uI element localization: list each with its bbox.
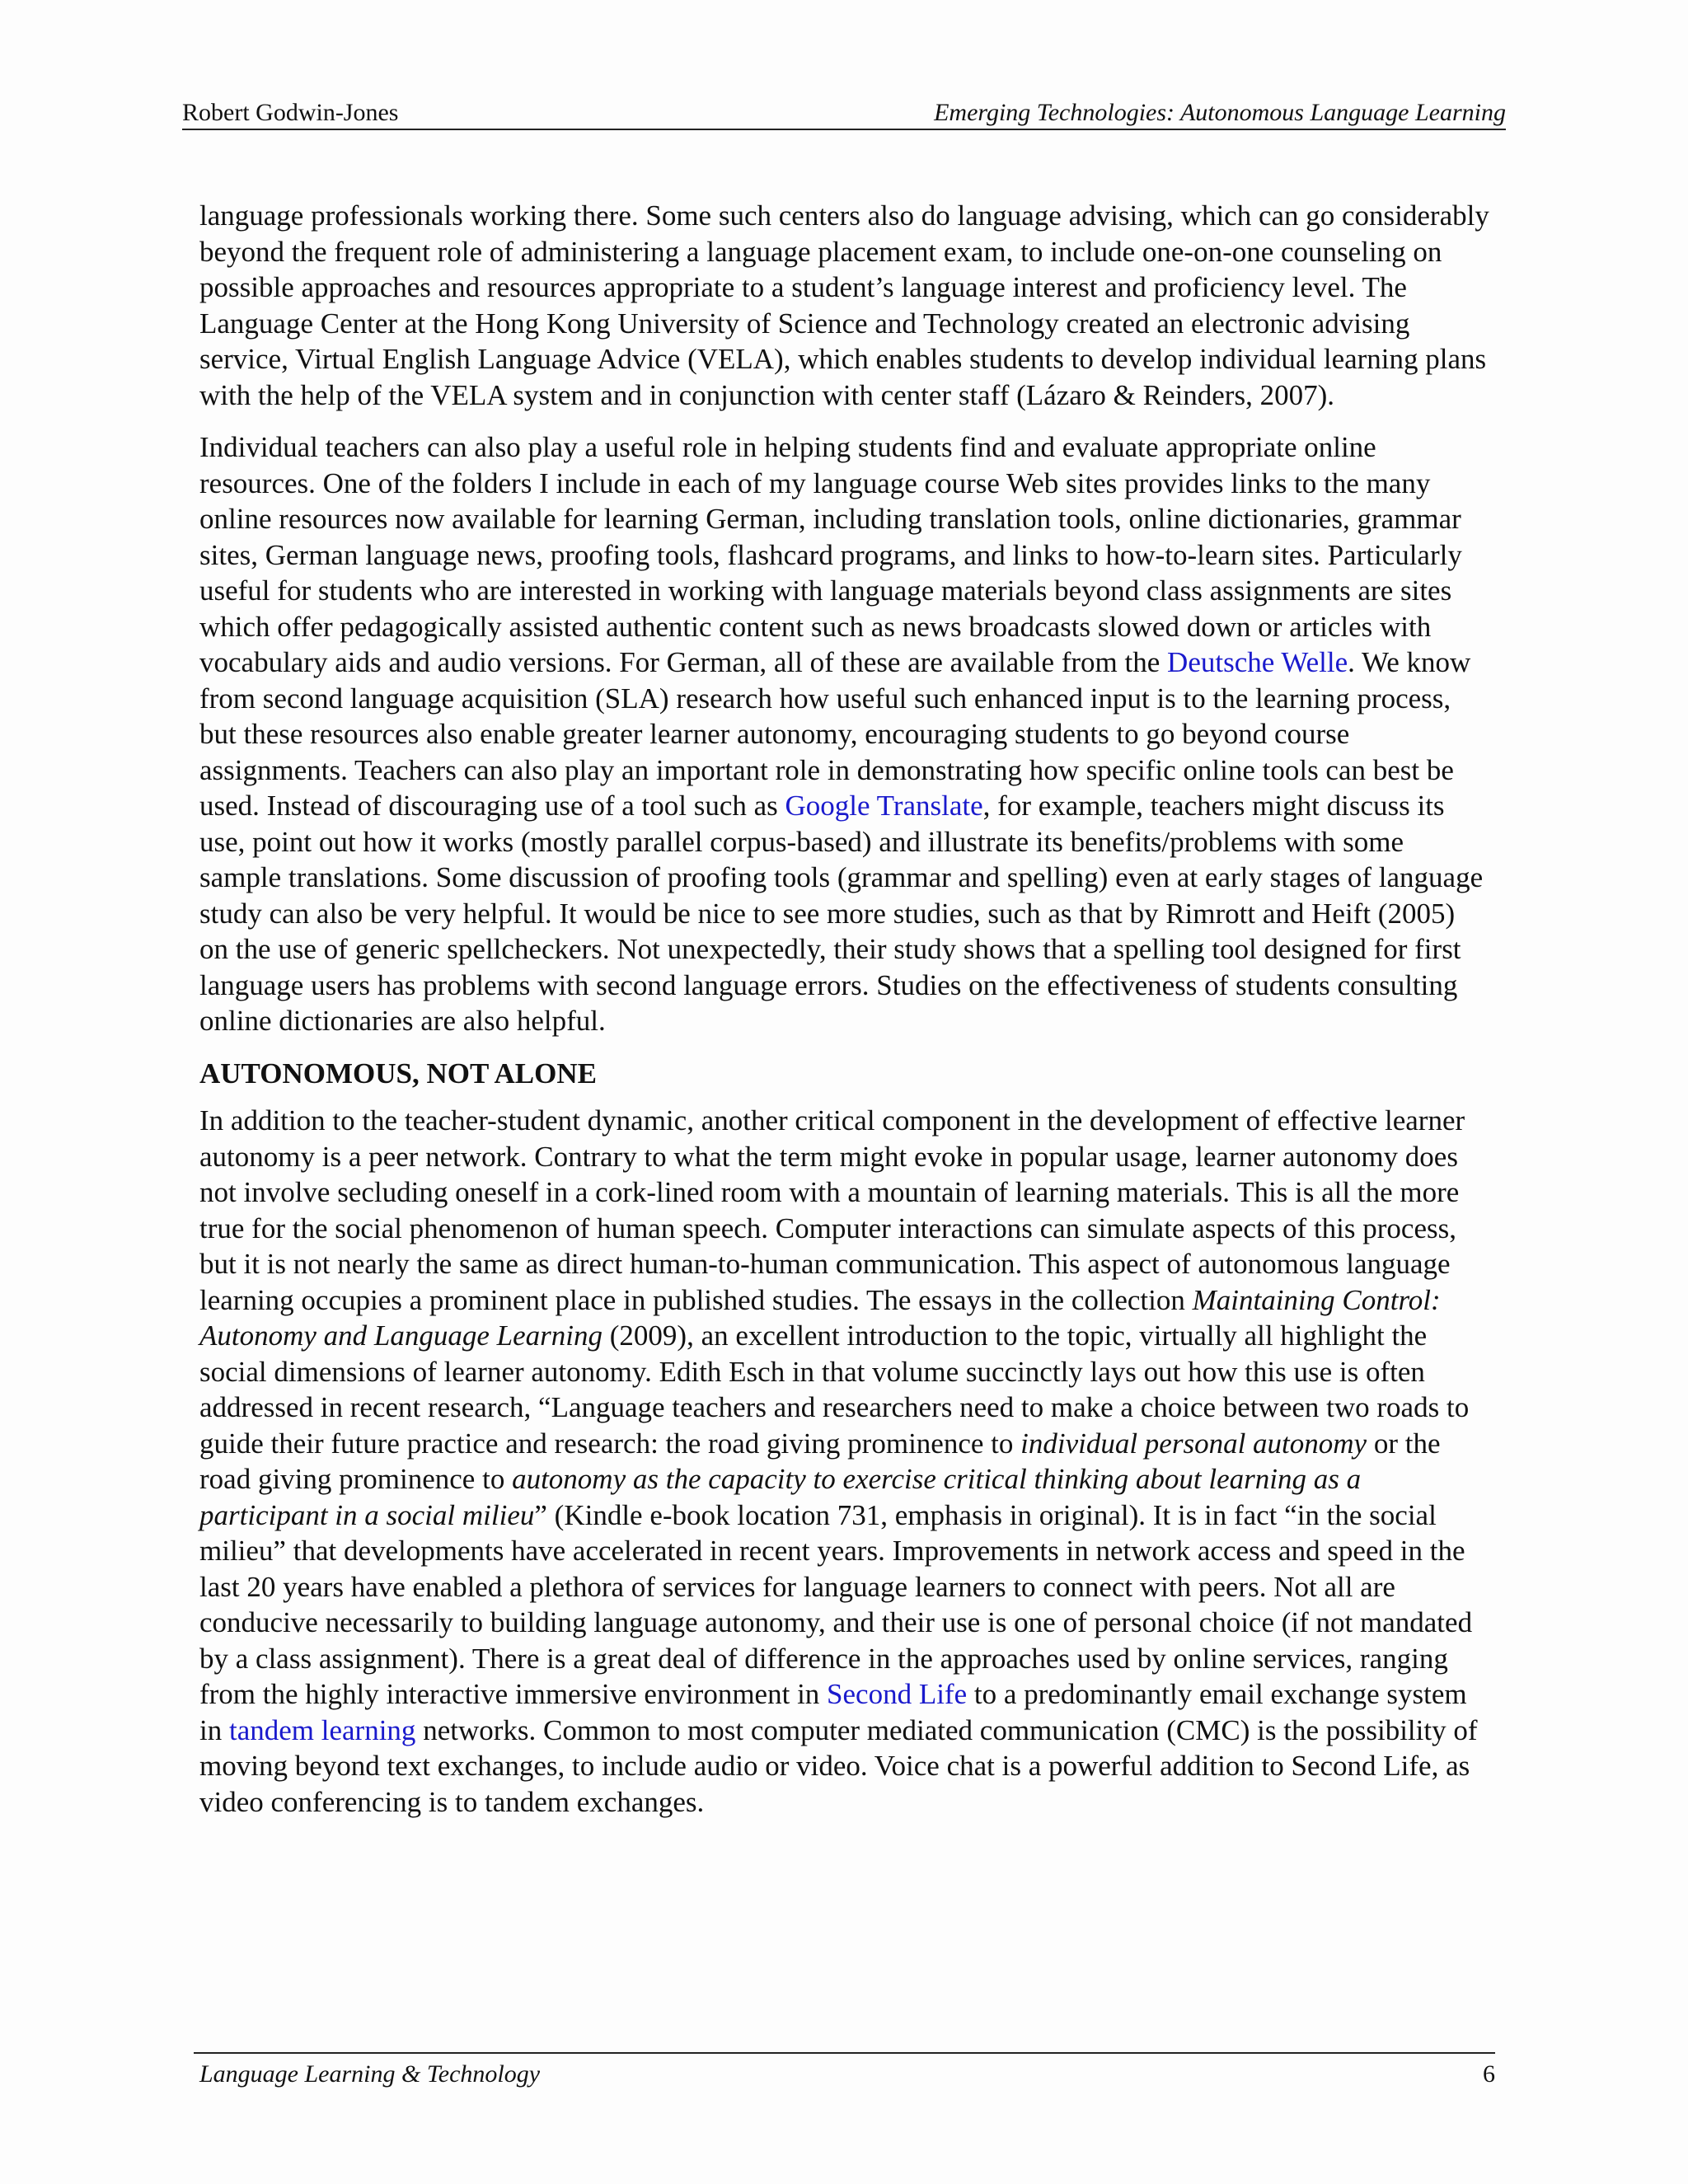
running-header [182, 96, 1506, 130]
paragraph-3-text-c: or the road giving prominence to [199, 1427, 1441, 1495]
footer-journal: Language Learning & Technology [199, 2060, 541, 2088]
emphasis-social-autonomy: autonomy as the capacity to exercise critical thinking about learning as a participant in a social milieu [199, 1463, 1362, 1531]
google-translate-link[interactable]: Google Translate [785, 790, 983, 822]
second-life-link[interactable]: Second Life [827, 1678, 968, 1710]
paragraph-3-text-b: (2009), an excellent introduction to the topic, virtually all highlight the social dimensions of learner autonomy. Edith Esch in that volume succinctly lays out how this use is often addressed in recent research, “Language teachers and researchers need to make a choice between two roads to guide their future practice and research: the road giving prominence to [199, 1319, 1470, 1460]
paragraph-2-text-b: . We know from second language acquisition (SLA) research how useful such enhanced input is to the learning process, but these resources also enable greater learner autonomy, encouraging students to go beyond course assignments. Teachers can also play an important role in demonstrating how specific online tools can best be used. Instead of discouraging use of a tool such as [199, 646, 1471, 822]
deutsche-welle-link[interactable]: Deutsche Welle [1167, 646, 1348, 678]
paragraph-2-text-a: Individual teachers can also play a useful role in helping students find and evaluate appropriate online resources. One of the folders I include in each of my language course Web sites provides links to the many online resources now available for learning German, including translation tools, online dictionaries, grammar sites, German language news, proofing tools, flashcard programs, and links to how-to-learn sites. Particularly useful for students who are interested in working with language materials beyond class assignments are sites which offer pedagogically assisted authentic content such as news broadcasts slowed down or articles with vocabulary aids and audio versions. For German, all of these are available from the [199, 431, 1462, 678]
body-text [199, 198, 1490, 1836]
section-heading: AUTONOMOUS, NOT ALONE [199, 1057, 597, 1090]
paragraph-2-text-c: , for example, teachers might discuss its use, point out how it works (mostly parallel corpus-based) and illustrate its benefits/problems with some sample translations. Some discussion of proofing tools (grammar and spelling) even at early stages of language study can also be very helpful. It would be nice to see more studies, such as that by Rimrott and Heift (2005) on the use of generic spellcheckers. Not unexpectedly, their study shows that a spelling tool designed for first language users has problems with second language errors. Studies on the effectiveness of students consulting online dictionaries are also helpful. [199, 790, 1484, 1037]
paragraph-3-text-a: In addition to the teacher-student dynamic, another critical component in the development of effective learner autonomy is a peer network. Contrary to what the term might evoke in popular usage, learner autonomy does not involve secluding oneself in a cork-lined room with a mountain of learning materials. This is all the more true for the social phenomenon of human speech. Computer interactions can simulate aspects of this process, but it is not nearly the same as direct human-to-human communication. This aspect of autonomous language learning occupies a prominent place in published studies. The essays in the collection [199, 1104, 1465, 1316]
paragraph-3-text-e: to a predominantly email exchange system in [199, 1678, 1467, 1746]
running-footer [194, 2052, 1495, 2090]
paragraph-1: language professionals working there. Some such centers also do language advising, which can go considerably beyond the frequent role of administering a language placement exam, to include one-on-one counseling on possible approaches and resources appropriate to a student’s language interest and proficiency level. The Language Center at the Hong Kong University of Science and Technology created an electronic advising service, Virtual English Language Advice (VELA), which enables students to develop individual learning plans with the help of the VELA system and in conjunction with center staff (Lázaro & Reinders, 2007). [199, 199, 1489, 411]
tandem-learning-link[interactable]: tandem learning [228, 1713, 416, 1746]
emphasis-individual-autonomy: individual personal autonomy [1020, 1427, 1367, 1460]
header-title: Emerging Technologies: Autonomous Language Learning [934, 99, 1506, 126]
paragraph-2 [199, 429, 1490, 1039]
book-title: Maintaining Control: Autonomy and Language Learning [199, 1283, 1441, 1352]
page-number: 6 [1483, 2060, 1495, 2088]
paragraph-3 [199, 1103, 1490, 1820]
paragraph-3-text-f: networks. Common to most computer mediated communication (CMC) is the possibility of moving beyond text exchanges, to include audio or video. Voice chat is a powerful addition to Second Life, as video conferencing is to tandem exchanges. [199, 1713, 1478, 1818]
paragraph-3-text-d: ” (Kindle e-book location 731, emphasis in original). It is in fact “in the social milieu” that developments have accelerated in recent years. Improvements in network access and speed in the last 20 years have enabled a plethora of services for language learners to connect with peers. Not all are conducive necessarily to building language autonomy, and their use is one of personal choice (if not mandated by a class assignment). There is a great deal of difference in the approaches used by online services, ranging from the highly interactive immersive environment in [199, 1498, 1473, 1710]
header-author: Robert Godwin-Jones [182, 99, 399, 126]
